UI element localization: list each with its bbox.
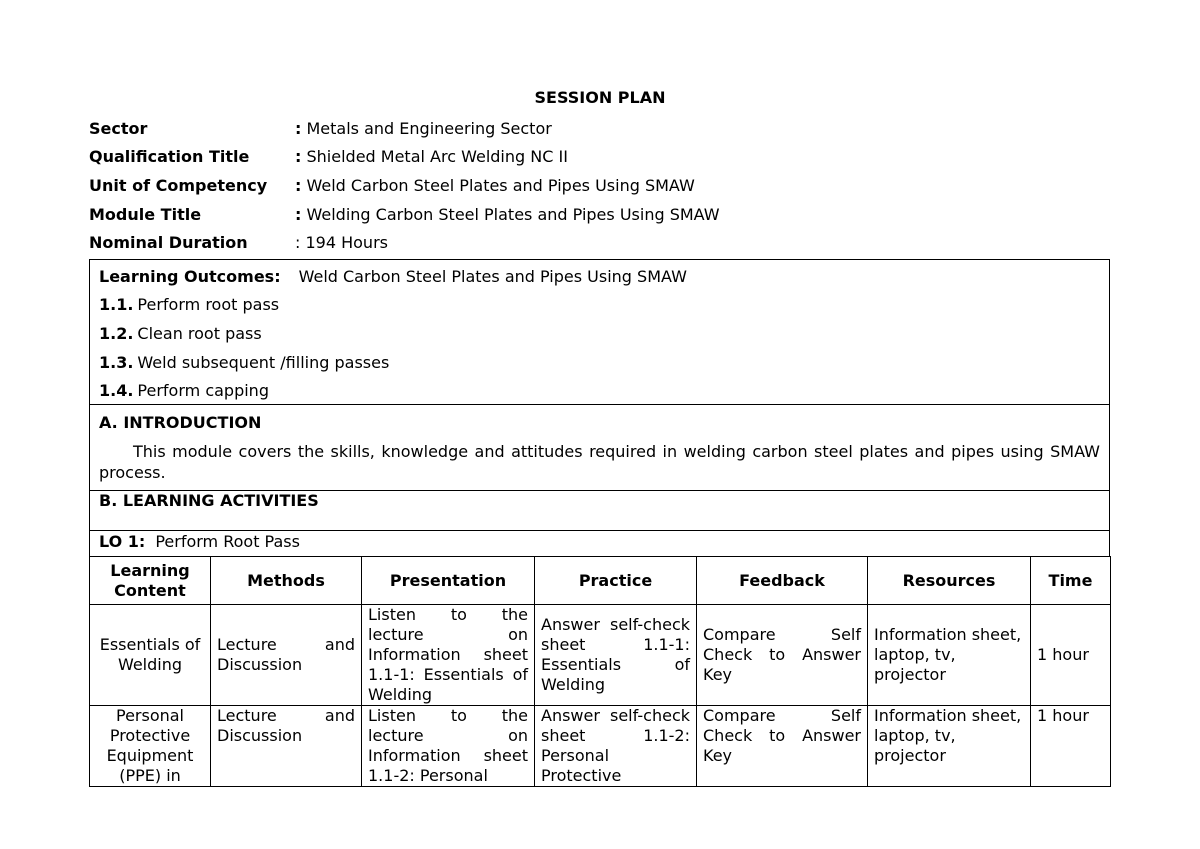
table-cell: Answer self-check sheet 1.1-1: Essentials of Welding [535, 605, 697, 706]
table-cell: Compare Self Check to Answer Key [697, 706, 868, 787]
table-cell: Compare Self Check to Answer Key [697, 605, 868, 706]
table-cell: Answer self-check sheet 1.1-2: Personal Protective [535, 706, 697, 787]
table-cell: Personal Protective Equipment (PPE) in [90, 706, 211, 787]
introduction-box [89, 404, 1110, 491]
page-title: SESSION PLAN [534, 88, 666, 107]
table-cell: Essentials of Welding [90, 605, 211, 706]
meta-value: Shielded Metal Arc Welding NC II [306, 147, 568, 167]
table-cell: 1 hour [1031, 605, 1111, 706]
meta-colon: : [295, 233, 301, 253]
learning-outcome-item: 1.3. Weld subsequent /filling passes [99, 352, 390, 372]
meta-row-sector [89, 114, 720, 143]
meta-label: Nominal Duration [89, 233, 248, 253]
learning-outcome-item: 1.1. Perform root pass [99, 295, 280, 315]
learning-activities-heading: B. LEARNING ACTIVITIES [99, 491, 319, 510]
column-header: Learning Content [90, 557, 211, 605]
table-cell: Listen to the lecture on Information sheet 1.1-1: Essentials of Welding [362, 605, 535, 706]
column-header: Practice [535, 557, 697, 605]
table-cell: Lecture and Discussion [211, 605, 362, 706]
meta-value: Welding Carbon Steel Plates and Pipes Using SMAW [306, 204, 720, 224]
learning-outcomes-box [89, 259, 1110, 405]
meta-value: Weld Carbon Steel Plates and Pipes Using SMAW [306, 175, 695, 195]
column-header: Resources [868, 557, 1031, 605]
learning-outcomes-value: Weld Carbon Steel Plates and Pipes Using SMAW [298, 266, 687, 286]
meta-colon: : [295, 175, 302, 195]
meta-value: Metals and Engineering Sector [306, 118, 552, 138]
meta-row-module [89, 200, 720, 229]
learning-outcome-item: 1.4. Perform capping [99, 381, 269, 401]
column-header: Presentation [362, 557, 535, 605]
meta-row-qualification [89, 143, 720, 172]
column-header: Feedback [697, 557, 868, 605]
meta-value: 194 Hours [305, 233, 388, 253]
meta-label: Sector [89, 118, 148, 138]
table-cell: Lecture and Discussion [211, 706, 362, 787]
session-metadata [89, 114, 720, 257]
meta-row-unit [89, 171, 720, 200]
lo1-value: Perform Root Pass [155, 532, 300, 551]
meta-colon: : [295, 204, 302, 224]
lo1-label: LO 1: [99, 532, 146, 551]
learning-outcomes-label: Learning Outcomes: [99, 266, 281, 286]
column-header: Methods [211, 557, 362, 605]
meta-colon: : [295, 118, 302, 138]
introduction-text: This module covers the skills, knowledge and attitudes required in welding carbon steel plates and pipes using SMAW process. [99, 442, 1100, 482]
column-header: Time [1031, 557, 1111, 605]
table-cell: Listen to the lecture on Information sheet 1.1-2: Personal [362, 706, 535, 787]
table-row [90, 605, 1111, 706]
meta-label: Unit of Competency [89, 175, 268, 195]
table-cell: Information sheet, laptop, tv, projector [868, 706, 1031, 787]
table-header-row [90, 557, 1111, 605]
introduction-heading: A. INTRODUCTION [99, 413, 262, 432]
table-row [90, 706, 1111, 787]
activities-table [89, 556, 1111, 787]
learning-outcome-item: 1.2. Clean root pass [99, 323, 262, 343]
meta-label: Module Title [89, 204, 202, 224]
table-cell: 1 hour [1031, 706, 1111, 787]
learning-activities-box [89, 490, 1110, 531]
meta-label: Qualification Title [89, 147, 250, 167]
lo1-box [89, 530, 1110, 557]
meta-colon: : [295, 147, 302, 167]
table-cell: Information sheet, laptop, tv, projector [868, 605, 1031, 706]
meta-row-duration [89, 228, 720, 257]
